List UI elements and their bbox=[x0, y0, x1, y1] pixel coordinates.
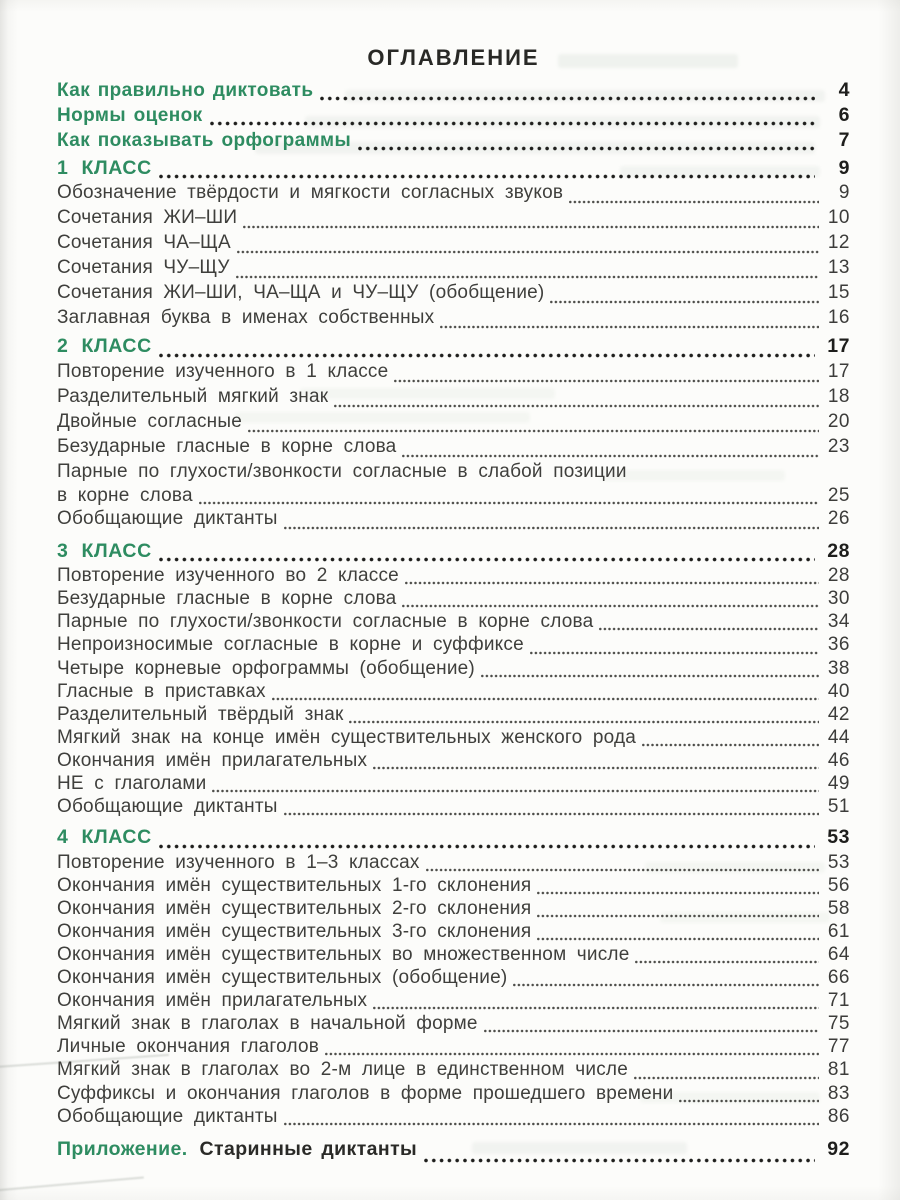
toc-entry-row bbox=[57, 681, 850, 704]
toc-entry-row bbox=[57, 361, 850, 386]
toc-entry-row bbox=[57, 944, 850, 967]
page-number: 86 bbox=[827, 1105, 850, 1127]
toc-entry-label: Безударные гласные в корне слова bbox=[57, 588, 397, 610]
leader-dots bbox=[513, 983, 819, 987]
page-number: 15 bbox=[827, 282, 850, 304]
toc-entry-label: Повторение изученного в 1 классе bbox=[57, 360, 389, 382]
page-number: 16 bbox=[827, 307, 850, 329]
leader-dots bbox=[481, 674, 819, 678]
leader-dots bbox=[635, 960, 819, 964]
toc-entry-label: Обобщающие диктанты bbox=[57, 507, 278, 529]
toc-entry-label: Суффиксы и окончания глаголов в форме прошедшего времени bbox=[57, 1082, 674, 1104]
toc-entry-row bbox=[57, 282, 850, 307]
toc-entry-label: Мягкий знак в глаголах в начальной форме bbox=[57, 1013, 478, 1035]
section-heading-row bbox=[57, 157, 850, 182]
toc-entry-label: Окончания имён существительных 2-го склонения bbox=[57, 897, 532, 919]
leader-dots bbox=[325, 1052, 819, 1056]
section-title: КЛАСС bbox=[81, 826, 152, 849]
toc-entry-row bbox=[57, 898, 850, 921]
section-heading-row bbox=[57, 826, 850, 851]
page-number: 61 bbox=[827, 920, 850, 942]
page-title: ОГЛАВЛЕНИЕ bbox=[367, 45, 540, 70]
page-number: 36 bbox=[827, 634, 850, 656]
page-number: 44 bbox=[827, 726, 850, 748]
toc-entry-label: Обобщающие диктанты bbox=[57, 796, 278, 818]
leader-dots bbox=[272, 697, 819, 701]
leader-dots bbox=[159, 557, 815, 562]
toc-entry-row bbox=[57, 508, 850, 533]
toc-entry-row bbox=[57, 1036, 850, 1059]
toc-entry-row bbox=[57, 182, 850, 207]
page-number: 13 bbox=[827, 257, 850, 279]
toc-entry-row bbox=[57, 634, 850, 657]
page-number: 58 bbox=[827, 897, 850, 919]
leader-dots bbox=[236, 275, 819, 279]
toc-entry-row bbox=[57, 1059, 850, 1082]
toc-entry-label: Повторение изученного в 1–3 классах bbox=[57, 851, 420, 873]
page-number: 7 bbox=[838, 129, 850, 151]
page-number: 18 bbox=[827, 385, 850, 407]
leader-dots bbox=[284, 1122, 819, 1126]
toc-entry-label: Окончания имён существительных 1-го склонения bbox=[57, 874, 532, 896]
page-number: 28 bbox=[827, 539, 850, 562]
toc-entry-row bbox=[57, 967, 850, 990]
leader-dots bbox=[237, 250, 819, 254]
page-number: 17 bbox=[827, 360, 850, 382]
toc-entry-label: Разделительный твёрдый знак bbox=[57, 703, 344, 725]
leader-dots bbox=[599, 627, 819, 631]
toc-entry-label: Обобщающие диктанты bbox=[57, 1105, 278, 1127]
toc-entry-row bbox=[57, 307, 850, 332]
toc-entry-row bbox=[57, 129, 850, 154]
page-number: 53 bbox=[827, 826, 850, 849]
page-number: 83 bbox=[827, 1082, 850, 1104]
toc-entry-row bbox=[57, 565, 850, 588]
leader-dots bbox=[679, 1099, 819, 1103]
section-number: 1 bbox=[57, 157, 69, 179]
leader-dots bbox=[537, 891, 819, 895]
page-number: 4 bbox=[838, 79, 850, 101]
toc-entry-label: Заглавная буква в именах собственных bbox=[57, 307, 435, 329]
leader-dots bbox=[426, 868, 819, 872]
toc-entry-label: Мягкий знак на конце имён существительных женского рода bbox=[57, 726, 637, 748]
sections-list bbox=[57, 157, 850, 1129]
toc-entry-label: Мягкий знак в глаголах во 2-м лице в единственном числе bbox=[57, 1059, 628, 1081]
page-number: 9 bbox=[838, 157, 850, 179]
paper-crease bbox=[0, 1176, 144, 1191]
page-number: 71 bbox=[827, 990, 850, 1012]
page-number: 56 bbox=[827, 874, 850, 896]
appendix-label-green: Приложение. bbox=[57, 1137, 188, 1160]
toc-entry-row bbox=[57, 461, 850, 485]
toc-entry-row bbox=[57, 921, 850, 944]
toc-section bbox=[57, 335, 850, 532]
section-number: 4 bbox=[57, 826, 69, 849]
page-number: 9 bbox=[838, 182, 850, 204]
toc-entry-label: Сочетания ЧА–ЩА bbox=[57, 232, 231, 254]
toc-entry-row bbox=[57, 875, 850, 898]
leader-dots bbox=[402, 604, 819, 608]
page-number: 25 bbox=[827, 484, 850, 506]
toc-entry-label-continued: в корне слова bbox=[57, 484, 193, 506]
leader-dots bbox=[373, 766, 819, 770]
section-title: КЛАСС bbox=[81, 539, 152, 562]
page-number: 75 bbox=[827, 1013, 850, 1035]
toc-entry-label: Обозначение твёрдости и мягкости согласных звуков bbox=[57, 182, 564, 204]
toc-entry-label: Непроизносимые согласные в корне и суффиксе bbox=[57, 634, 524, 656]
leader-dots bbox=[349, 720, 819, 724]
section-heading-row bbox=[57, 540, 850, 565]
toc-entry-row bbox=[57, 257, 850, 282]
toc-entry-row bbox=[57, 852, 850, 875]
toc-entry-label: Гласные в приставках bbox=[57, 680, 266, 702]
page-number: 17 bbox=[827, 335, 850, 358]
toc-entry-label: Окончания имён существительных (обобщение) bbox=[57, 967, 508, 989]
page-number: 51 bbox=[827, 796, 850, 818]
toc-entry-label: Двойные согласные bbox=[57, 410, 242, 432]
page-number: 49 bbox=[827, 773, 850, 795]
toc-entry-label: Личные окончания глаголов bbox=[57, 1036, 320, 1058]
toc-section bbox=[57, 157, 850, 332]
leader-dots bbox=[642, 743, 819, 747]
toc-entry-label: Четыре корневые орфограммы (обобщение) bbox=[57, 657, 475, 679]
section-heading-row bbox=[57, 335, 850, 360]
leader-dots bbox=[537, 914, 819, 918]
toc-entry-row bbox=[57, 658, 850, 681]
section-number: 3 bbox=[57, 539, 69, 562]
toc-entry-row bbox=[57, 1083, 850, 1106]
toc-entry-label: Сочетания ЖИ–ШИ, ЧА–ЩА и ЧУ–ЩУ (обобщение) bbox=[57, 282, 545, 304]
page-number: 23 bbox=[827, 435, 850, 457]
page-number: 42 bbox=[827, 703, 850, 725]
leader-dots bbox=[334, 404, 819, 408]
toc-entry-label: Окончания имён существительных 3-го склонения bbox=[57, 920, 532, 942]
leader-dots bbox=[320, 96, 815, 101]
toc-entry-label: Повторение изученного во 2 классе bbox=[57, 565, 399, 587]
toc-entry-row bbox=[57, 485, 850, 508]
toc-entry-label: Парные по глухости/звонкости согласные в слабой позиции bbox=[57, 460, 627, 482]
leader-dots bbox=[199, 501, 819, 505]
leader-dots bbox=[424, 1158, 815, 1163]
toc-entry-row bbox=[57, 773, 850, 796]
toc-entry-row bbox=[57, 990, 850, 1013]
page-number: 92 bbox=[827, 1137, 850, 1160]
toc-section bbox=[57, 540, 850, 819]
toc-entry-row bbox=[57, 750, 850, 773]
page-number: 12 bbox=[827, 232, 850, 254]
leader-dots bbox=[248, 429, 819, 433]
section-title: КЛАСС bbox=[81, 157, 152, 179]
page-number: 20 bbox=[827, 410, 850, 432]
leader-dots bbox=[358, 146, 815, 151]
leader-dots bbox=[440, 325, 819, 329]
leader-dots bbox=[405, 581, 819, 585]
page-number: 64 bbox=[827, 943, 850, 965]
leader-dots bbox=[402, 454, 819, 458]
leader-dots bbox=[284, 812, 819, 816]
page-number: 81 bbox=[827, 1059, 850, 1081]
toc-entry-label: Как правильно диктовать bbox=[57, 80, 314, 101]
toc-entry-row bbox=[57, 411, 850, 436]
page-number: 34 bbox=[827, 611, 850, 633]
toc-entry-label: Окончания имён прилагательных bbox=[57, 749, 368, 771]
toc-entry-row bbox=[57, 79, 850, 104]
toc-section bbox=[57, 826, 850, 1129]
leader-dots bbox=[212, 789, 819, 793]
leader-dots bbox=[210, 121, 816, 126]
toc-entry-label: Парные по глухости/звонкости согласные в корне слова bbox=[57, 611, 594, 633]
toc-entry-label: Сочетания ЖИ–ШИ bbox=[57, 207, 238, 229]
leader-dots bbox=[159, 353, 815, 358]
toc-entry-row bbox=[57, 727, 850, 750]
page-number: 10 bbox=[827, 207, 850, 229]
page-number: 26 bbox=[827, 507, 850, 529]
leader-dots bbox=[159, 844, 815, 849]
section-number: 2 bbox=[57, 335, 69, 358]
toc-entry-label: Окончания имён прилагательных bbox=[57, 990, 368, 1012]
front-items-list bbox=[57, 79, 850, 154]
page-number: 53 bbox=[827, 851, 850, 873]
appendix-label-bold: Старинные диктанты bbox=[199, 1137, 418, 1160]
leader-dots bbox=[550, 300, 819, 304]
toc-entry-row bbox=[57, 436, 850, 461]
leader-dots bbox=[373, 1006, 819, 1010]
leader-dots bbox=[159, 174, 815, 179]
appendix-row bbox=[57, 1138, 850, 1166]
leader-dots bbox=[394, 379, 819, 383]
toc-entry-label: НЕ с глаголами bbox=[57, 773, 207, 795]
page-number: 30 bbox=[827, 588, 850, 610]
toc-entry-label: Окончания имён существительных во множественном числе bbox=[57, 943, 630, 965]
leader-dots bbox=[634, 1076, 819, 1080]
toc-entry-row bbox=[57, 704, 850, 727]
toc-entry-label: Безударные гласные в корне слова bbox=[57, 435, 397, 457]
toc-entry-row bbox=[57, 796, 850, 819]
page-number: 28 bbox=[827, 565, 850, 587]
leader-dots bbox=[284, 526, 819, 530]
toc-entry-label: Нормы оценок bbox=[57, 105, 203, 126]
page-number: 66 bbox=[827, 967, 850, 989]
toc-entry-label: Как показывать орфограммы bbox=[57, 130, 352, 151]
page-number: 46 bbox=[827, 749, 850, 771]
leader-dots bbox=[243, 225, 819, 229]
toc-entry-row bbox=[57, 232, 850, 257]
page-number: 77 bbox=[827, 1036, 850, 1058]
leader-dots bbox=[537, 937, 819, 941]
section-title: КЛАСС bbox=[81, 335, 152, 358]
page-number: 38 bbox=[827, 657, 850, 679]
toc-entry-row bbox=[57, 1013, 850, 1036]
page-number: 40 bbox=[827, 680, 850, 702]
page-number: 6 bbox=[838, 104, 850, 126]
toc-entry-row bbox=[57, 207, 850, 232]
leader-dots bbox=[530, 651, 819, 655]
toc-entry-label: Сочетания ЧУ–ЩУ bbox=[57, 257, 230, 279]
toc-entry-row bbox=[57, 386, 850, 411]
toc-entry-row bbox=[57, 611, 850, 634]
leader-dots bbox=[484, 1029, 819, 1033]
toc-entry-row bbox=[57, 1106, 850, 1129]
toc-entry-row bbox=[57, 588, 850, 611]
toc-entry-row bbox=[57, 104, 850, 129]
leader-dots bbox=[569, 200, 819, 204]
toc-entry-label: Разделительный мягкий знак bbox=[57, 385, 329, 407]
